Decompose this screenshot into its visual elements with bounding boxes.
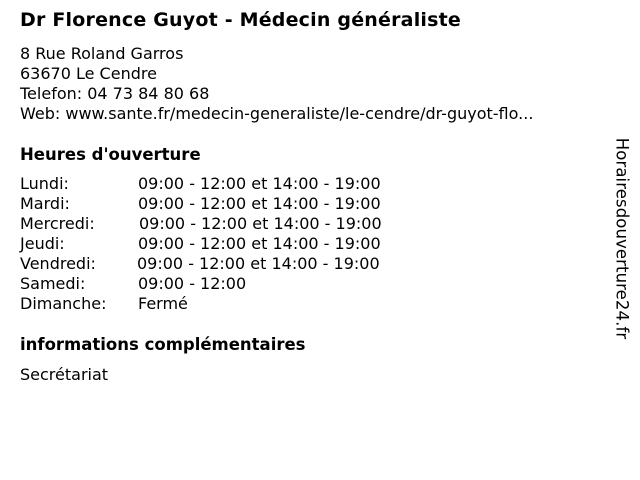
hours-day: Vendredi: [20,254,96,273]
page-title: Dr Florence Guyot - Médecin généraliste [20,9,461,31]
opening-hours-heading: Heures d'ouverture [20,145,201,164]
hours-day: Samedi: [20,274,86,293]
contact-block [20,44,533,124]
opening-hours-table [20,174,382,314]
hours-row-wednesday [20,214,382,234]
hours-row-friday [20,254,382,274]
hours-time: Fermé [138,294,188,313]
website-line: Web: www.sante.fr/medecin-generaliste/le-cendre/dr-guyot-flo... [20,104,534,123]
brand-watermark [609,132,635,344]
hours-time: 09:00 - 12:00 [138,274,247,293]
hours-row-sunday [20,294,382,314]
hours-row-tuesday [20,194,382,214]
hours-day: Dimanche: [20,294,107,313]
hours-time: 09:00 - 12:00 et 14:00 - 19:00 [139,214,382,233]
hours-time: 09:00 - 12:00 et 14:00 - 19:00 [137,254,380,273]
hours-day: Mercredi: [20,214,95,233]
hours-time: 09:00 - 12:00 et 14:00 - 19:00 [138,174,381,193]
address-line-street: 8 Rue Roland Garros [20,44,184,63]
brand-watermark-text: Horairesdouverture24.fr [612,137,632,339]
additional-info-heading: informations complémentaires [20,335,306,354]
hours-day: Lundi: [20,174,69,193]
hours-day: Jeudi: [20,234,65,253]
hours-time: 09:00 - 12:00 et 14:00 - 19:00 [138,234,381,253]
hours-row-thursday [20,234,382,254]
hours-time: 09:00 - 12:00 et 14:00 - 19:00 [138,194,381,213]
hours-day: Mardi: [20,194,70,213]
additional-info-text: Secrétariat [20,365,109,384]
phone-line: Telefon: 04 73 84 80 68 [20,84,210,103]
address-line-city: 63670 Le Cendre [20,64,157,83]
hours-row-saturday [20,274,382,294]
hours-row-monday [20,174,382,194]
